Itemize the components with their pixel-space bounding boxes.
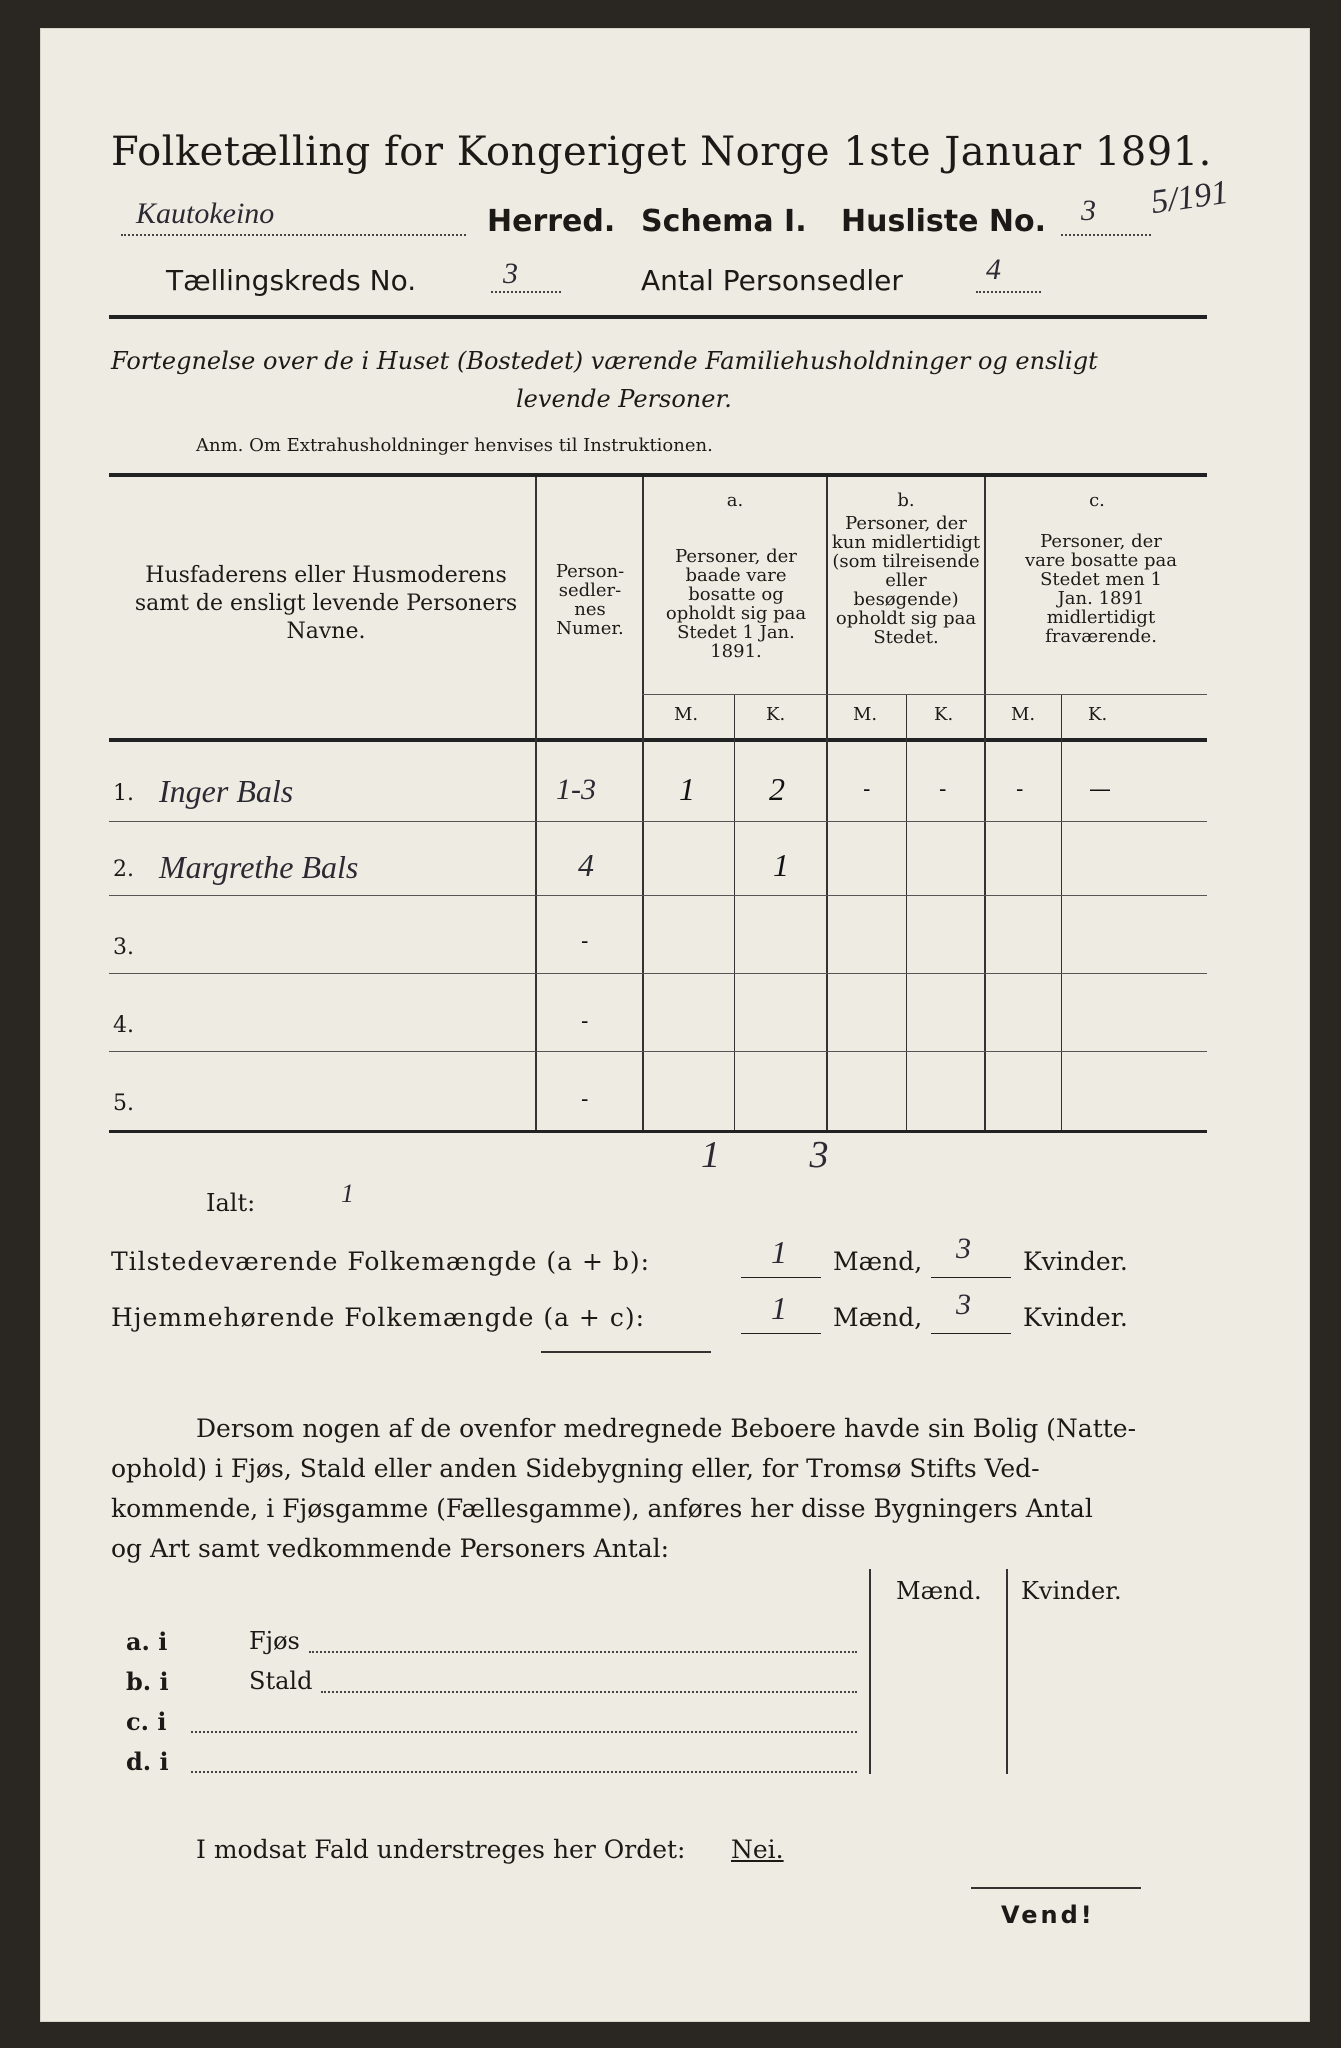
form-title: Folketælling for Kongeriget Norge 1ste Januar 1891. [111, 129, 1212, 175]
herred-dotted-line [121, 234, 466, 236]
hjemme-kvinder: Kvinder. [1023, 1303, 1128, 1332]
bolig-c-dots [191, 1731, 857, 1733]
row-1-num: 1. [113, 781, 134, 806]
row-1-numer: 1-3 [556, 773, 596, 806]
husliste-label: Husliste No. [841, 204, 1046, 239]
tilstede-k: 3 [956, 1232, 971, 1265]
bolig-a: a. i [126, 1627, 168, 1656]
table-vline [826, 477, 828, 1130]
modsat-text: I modsat Fald understreges her Ordet: [196, 1835, 686, 1864]
bolig-para-3: kommende, i Fjøsgamme (Fællesgamme), anføres her disse Bygningers Antal [111, 1494, 1093, 1523]
row-1-a-m: 1 [679, 771, 695, 807]
table-vline [734, 694, 735, 1130]
bolig-d-dots [191, 1771, 857, 1773]
col-header-names: Husfaderens eller Husmoderens samt de ensligt levende Personers Navne. [134, 563, 518, 644]
row-2-name: Margrethe Bals [159, 849, 359, 885]
kreds-label: Tællingskreds No. [166, 264, 417, 297]
tilstede-label: Tilstedeværende Folkemængde (a + b): [111, 1247, 651, 1276]
husliste-value: 3 [1081, 194, 1096, 227]
col-c-m: M. [1011, 704, 1036, 725]
col-header-a: Personer, der baade vare bosatte og opholdt sig paa Stedet 1 Jan. 1891. [665, 546, 807, 662]
hjemme-m-line [741, 1333, 821, 1334]
tilstede-m: 1 [771, 1234, 787, 1270]
col-header-a-letter: a. [726, 490, 744, 511]
intro-line-1: Fortegnelse over de i Huset (Bostedet) værende Familiehusholdninger og ensligt [111, 347, 1098, 375]
row-1-c-k: — [1089, 777, 1111, 802]
sedler-label: Antal Personsedler [641, 264, 903, 297]
tilstede-m-line [741, 1277, 821, 1278]
nei-word: Nei. [731, 1835, 784, 1864]
row-2-a-k: 1 [773, 847, 789, 883]
herred-value: Kautokeino [136, 197, 275, 230]
col-a-k: K. [766, 704, 786, 725]
tilstede-maend: Mænd, [833, 1247, 923, 1276]
corner-note: 5/191 [1148, 173, 1231, 222]
bolig-a-dots [309, 1651, 857, 1653]
col-header-c-letter: c. [1089, 490, 1105, 511]
col-c-k: K. [1088, 704, 1108, 725]
table-vline [906, 694, 907, 1130]
row-1-b-m: - [863, 777, 871, 802]
bolig-para-2: ophold) i Fjøs, Stald eller anden Sidebygning eller, for Tromsø Stifts Ved- [111, 1454, 1040, 1483]
bolig-para-1: Dersom nogen af de ovenfor medregnede Beboere havde sin Bolig (Natte- [196, 1414, 1137, 1443]
hjemme-k-line [931, 1333, 1011, 1334]
anm-note: Anm. Om Extrahusholdninger henvises til Instruktionen. [196, 435, 713, 456]
ialt-value: 1 [341, 1179, 354, 1208]
row-2-num: 2. [113, 857, 134, 882]
row-line [109, 821, 1207, 822]
husliste-dotted-line [1061, 234, 1151, 236]
table-vline [535, 477, 537, 1130]
row-2-numer: 4 [578, 847, 594, 883]
bolig-a-item: Fjøs [249, 1627, 300, 1655]
bolig-vline [1006, 1569, 1008, 1774]
vend-text: Vend! [1001, 1901, 1095, 1929]
bolig-kvinder-header: Kvinder. [1021, 1577, 1122, 1605]
hjemme-m: 1 [771, 1290, 787, 1326]
section-divider [541, 1351, 711, 1353]
hjemme-maend: Mænd, [833, 1303, 923, 1332]
ialt-label: Ialt: [206, 1189, 256, 1217]
vend-rule [971, 1887, 1141, 1889]
table-vline [642, 477, 644, 1130]
census-form [40, 28, 1310, 2022]
column-sum-note: 1 3 [701, 1134, 869, 1176]
hjemme-label: Hjemmehørende Folkemængde (a + c): [111, 1303, 645, 1332]
header-rule [109, 315, 1207, 319]
row-line [109, 895, 1207, 896]
col-header-b-letter: b. [897, 490, 915, 511]
bolig-b-dots [321, 1691, 857, 1693]
bolig-maend-header: Mænd. [896, 1577, 982, 1605]
row-5-numer: - [581, 1087, 589, 1112]
kreds-value: 3 [503, 257, 518, 290]
bolig-b-item: Stald [249, 1667, 313, 1695]
bolig-d: d. i [126, 1747, 169, 1776]
bolig-b: b. i [126, 1667, 169, 1696]
row-5-num: 5. [113, 1091, 134, 1116]
col-header-b: Personer, der kun midlertidigt (som tilreisende eller besøgende) opholdt sig paa Stedet. [831, 513, 981, 648]
schema-label: Schema I. [641, 204, 807, 239]
kreds-dotted-line [491, 291, 561, 293]
bolig-c: c. i [126, 1707, 167, 1736]
hjemme-k: 3 [956, 1288, 971, 1321]
sedler-value: 4 [986, 253, 1001, 286]
row-4-numer: - [581, 1009, 589, 1034]
row-line [109, 973, 1207, 974]
bolig-para-4: og Art samt vedkommende Personers Antal: [111, 1534, 670, 1563]
row-1-a-k: 2 [769, 771, 785, 807]
herred-label: Herred. [487, 204, 616, 239]
col-header-numer: Person-sedler-nes Numer. [555, 561, 625, 639]
row-4-num: 4. [113, 1013, 134, 1038]
sedler-dotted-line [976, 291, 1041, 293]
col-a-m: M. [674, 704, 699, 725]
table-vline [1061, 694, 1062, 1130]
row-line [109, 1051, 1207, 1052]
table-bottom-rule [109, 1130, 1207, 1133]
col-header-c: Personer, der vare bosatte paa Stedet men 1 Jan. 1891 midlertidigt fraværende. [1024, 531, 1178, 647]
row-1-name: Inger Bals [159, 773, 294, 809]
table-header-bottom-rule [109, 738, 1207, 742]
col-b-m: M. [853, 704, 878, 725]
row-3-numer: - [581, 929, 589, 954]
subheader-line [642, 694, 1207, 695]
row-1-b-k: - [939, 777, 947, 802]
row-1-c-m: - [1016, 777, 1024, 802]
row-3-num: 3. [113, 935, 134, 960]
table-top-rule [109, 473, 1207, 477]
intro-line-2: levende Personer. [516, 385, 732, 413]
bolig-vline [869, 1569, 871, 1774]
col-b-k: K. [934, 704, 954, 725]
table-vline [984, 477, 986, 1130]
tilstede-kvinder: Kvinder. [1023, 1247, 1128, 1276]
tilstede-k-line [931, 1277, 1011, 1278]
